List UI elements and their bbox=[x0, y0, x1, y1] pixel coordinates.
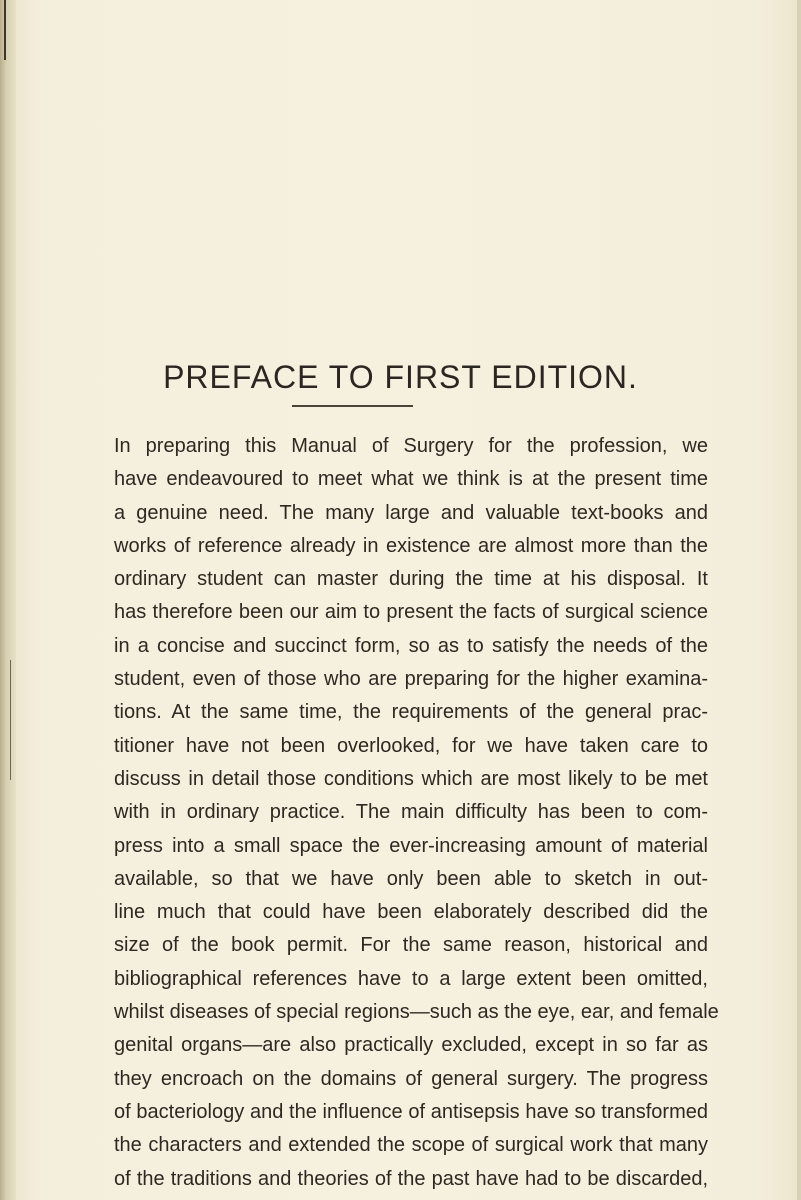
text-line: student, even of those who are preparing for the higher examina- bbox=[114, 668, 708, 691]
text-line: bibliographical references have to a large extent been omitted, bbox=[114, 967, 708, 990]
preface-body bbox=[114, 430, 719, 1196]
text-line: they encroach on the domains of general surgery. The progress bbox=[114, 1067, 708, 1090]
text-line: available, so that we have only been able to sketch in out- bbox=[114, 867, 708, 890]
text-line: line much that could have been elaborately described did the bbox=[114, 901, 708, 924]
text-line: press into a small space the ever-increasing amount of material bbox=[114, 834, 708, 857]
text-line: works of reference already in existence are almost more than the bbox=[114, 534, 708, 557]
text-line: of bacteriology and the influence of antisepsis have so transformed bbox=[114, 1100, 708, 1123]
text-line: genital organs—are also practically excluded, except in so far as bbox=[114, 1034, 708, 1057]
binding-mark bbox=[4, 0, 6, 60]
text-line: whilst diseases of special regions—such as the eye, ear, and female bbox=[114, 1001, 719, 1024]
title-divider bbox=[292, 405, 413, 407]
text-line: in a concise and succinct form, so as to satisfy the needs of the bbox=[114, 634, 708, 657]
text-line: with in ordinary practice. The main difficulty has been to com- bbox=[114, 801, 708, 824]
text-line: size of the book permit. For the same reason, historical and bbox=[114, 934, 708, 957]
text-line: titioner have not been overlooked, for we have taken care to bbox=[114, 734, 708, 757]
text-line: have endeavoured to meet what we think is at the present time bbox=[114, 468, 708, 491]
text-line: of the traditions and theories of the past have had to be discarded, bbox=[114, 1167, 708, 1190]
binding-mark-lower bbox=[10, 660, 11, 780]
page-right-edge bbox=[797, 0, 801, 1200]
text-line: a genuine need. The many large and valuable text-books and bbox=[114, 501, 708, 524]
text-line: discuss in detail those conditions which are most likely to be met bbox=[114, 767, 708, 790]
page-binding-edge bbox=[0, 0, 16, 1200]
text-line: has therefore been our aim to present the facts of surgical science bbox=[114, 601, 708, 624]
text-line: the characters and extended the scope of surgical work that many bbox=[114, 1134, 708, 1157]
text-line: tions. At the same time, the requirements of the general prac- bbox=[114, 701, 708, 724]
page-title: PREFACE TO FIRST EDITION. bbox=[163, 359, 638, 396]
text-line: ordinary student can master during the time at his disposal. It bbox=[114, 568, 708, 591]
text-line: In preparing this Manual of Surgery for the profession, we bbox=[114, 435, 708, 457]
